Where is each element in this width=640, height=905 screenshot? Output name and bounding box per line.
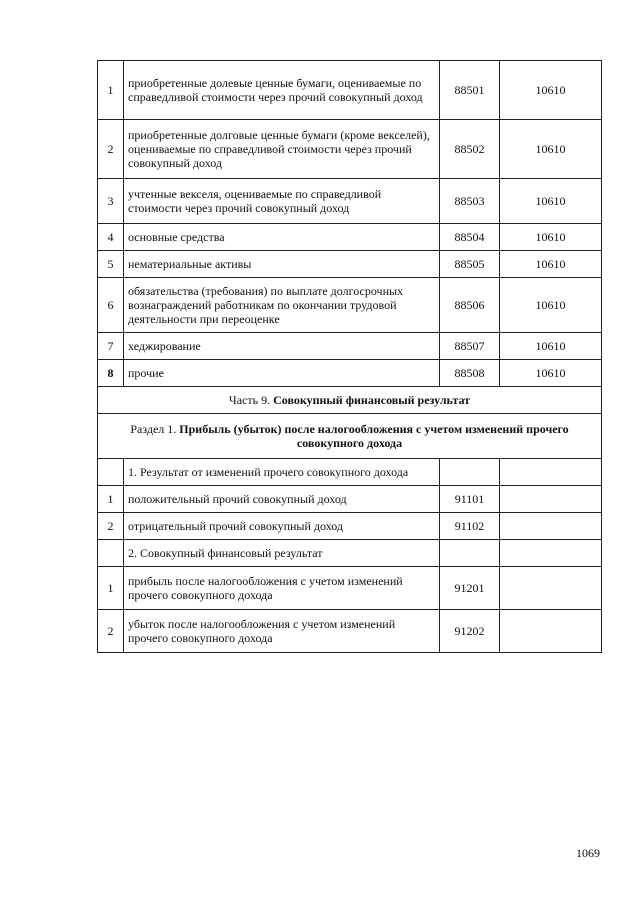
table-row <box>98 486 602 513</box>
part-heading <box>98 387 602 414</box>
account-code: 88507 <box>440 333 500 360</box>
subsection-row <box>98 459 602 486</box>
row-description: нематериальные активы <box>124 251 440 278</box>
row-description: убыток после налогообложения с учетом изменений прочего совокупного дохода <box>124 610 440 653</box>
table-row <box>98 610 602 653</box>
table-row <box>98 224 602 251</box>
row-number: 1 <box>98 486 124 513</box>
row-description: прочие <box>124 360 440 387</box>
row-description: основные средства <box>124 224 440 251</box>
row-number: 2 <box>98 610 124 653</box>
row-description: положительный прочий совокупный доход <box>124 486 440 513</box>
table-row <box>98 120 602 179</box>
part-heading-row <box>98 387 602 414</box>
row-description: отрицательный прочий совокупный доход <box>124 513 440 540</box>
table-row <box>98 251 602 278</box>
table-row <box>98 360 602 387</box>
table-row <box>98 333 602 360</box>
page-number: 1069 <box>576 846 600 860</box>
reference-code: 10610 <box>500 120 602 179</box>
reference-code <box>500 513 602 540</box>
reference-code: 10610 <box>500 251 602 278</box>
row-description: учтенные векселя, оцениваемые по справедливой стоимости через прочий совокупный доход <box>124 179 440 224</box>
accounts-table <box>97 60 602 653</box>
row-number: 3 <box>98 179 124 224</box>
table-row <box>98 179 602 224</box>
account-code: 88501 <box>440 61 500 120</box>
table-row <box>98 513 602 540</box>
reference-code <box>500 610 602 653</box>
reference-code: 10610 <box>500 360 602 387</box>
row-number: 6 <box>98 278 124 333</box>
account-code: 88508 <box>440 360 500 387</box>
row-number: 7 <box>98 333 124 360</box>
table-row <box>98 61 602 120</box>
reference-code <box>500 486 602 513</box>
account-code: 88506 <box>440 278 500 333</box>
section-heading <box>98 414 602 459</box>
reference-code: 10610 <box>500 224 602 251</box>
account-code: 88503 <box>440 179 500 224</box>
reference-code: 10610 <box>500 61 602 120</box>
row-description: приобретенные долговые ценные бумаги (кроме векселей), оцениваемые по справедливой стоимости через прочий совокупный доход <box>124 120 440 179</box>
row-description: приобретенные долевые ценные бумаги, оцениваемые по справедливой стоимости через прочий совокупный доход <box>124 61 440 120</box>
row-number: 4 <box>98 224 124 251</box>
section-prefix: Раздел 1. <box>130 422 177 436</box>
table-row <box>98 278 602 333</box>
subsection-row <box>98 540 602 567</box>
row-number: 2 <box>98 513 124 540</box>
subsection-title: 2. Совокупный финансовый результат <box>124 540 440 567</box>
reference-code <box>500 567 602 610</box>
row-number: 2 <box>98 120 124 179</box>
account-code: 88502 <box>440 120 500 179</box>
subsection-title: 1. Результат от изменений прочего совокупного дохода <box>124 459 440 486</box>
reference-code: 10610 <box>500 179 602 224</box>
row-number: 1 <box>98 567 124 610</box>
reference-code: 10610 <box>500 278 602 333</box>
account-code: 91202 <box>440 610 500 653</box>
part-prefix: Часть 9. <box>228 393 271 407</box>
account-code: 88505 <box>440 251 500 278</box>
row-description: хеджирование <box>124 333 440 360</box>
reference-code: 10610 <box>500 333 602 360</box>
part-title: Совокупный финансовый результат <box>273 393 471 407</box>
account-code: 88504 <box>440 224 500 251</box>
account-code: 91102 <box>440 513 500 540</box>
section-heading-row <box>98 414 602 459</box>
account-code: 91201 <box>440 567 500 610</box>
row-number: 1 <box>98 61 124 120</box>
section-title: Прибыль (убыток) после налогообложения с учетом изменений прочего совокупного дохода <box>179 422 569 450</box>
row-description: прибыль после налогообложения с учетом изменений прочего совокупного дохода <box>124 567 440 610</box>
row-description: обязательства (требования) по выплате долгосрочных вознаграждений работникам по окончании трудовой деятельности при переоценке <box>124 278 440 333</box>
row-number: 8 <box>98 360 124 387</box>
account-code: 91101 <box>440 486 500 513</box>
row-number: 5 <box>98 251 124 278</box>
table-row <box>98 567 602 610</box>
